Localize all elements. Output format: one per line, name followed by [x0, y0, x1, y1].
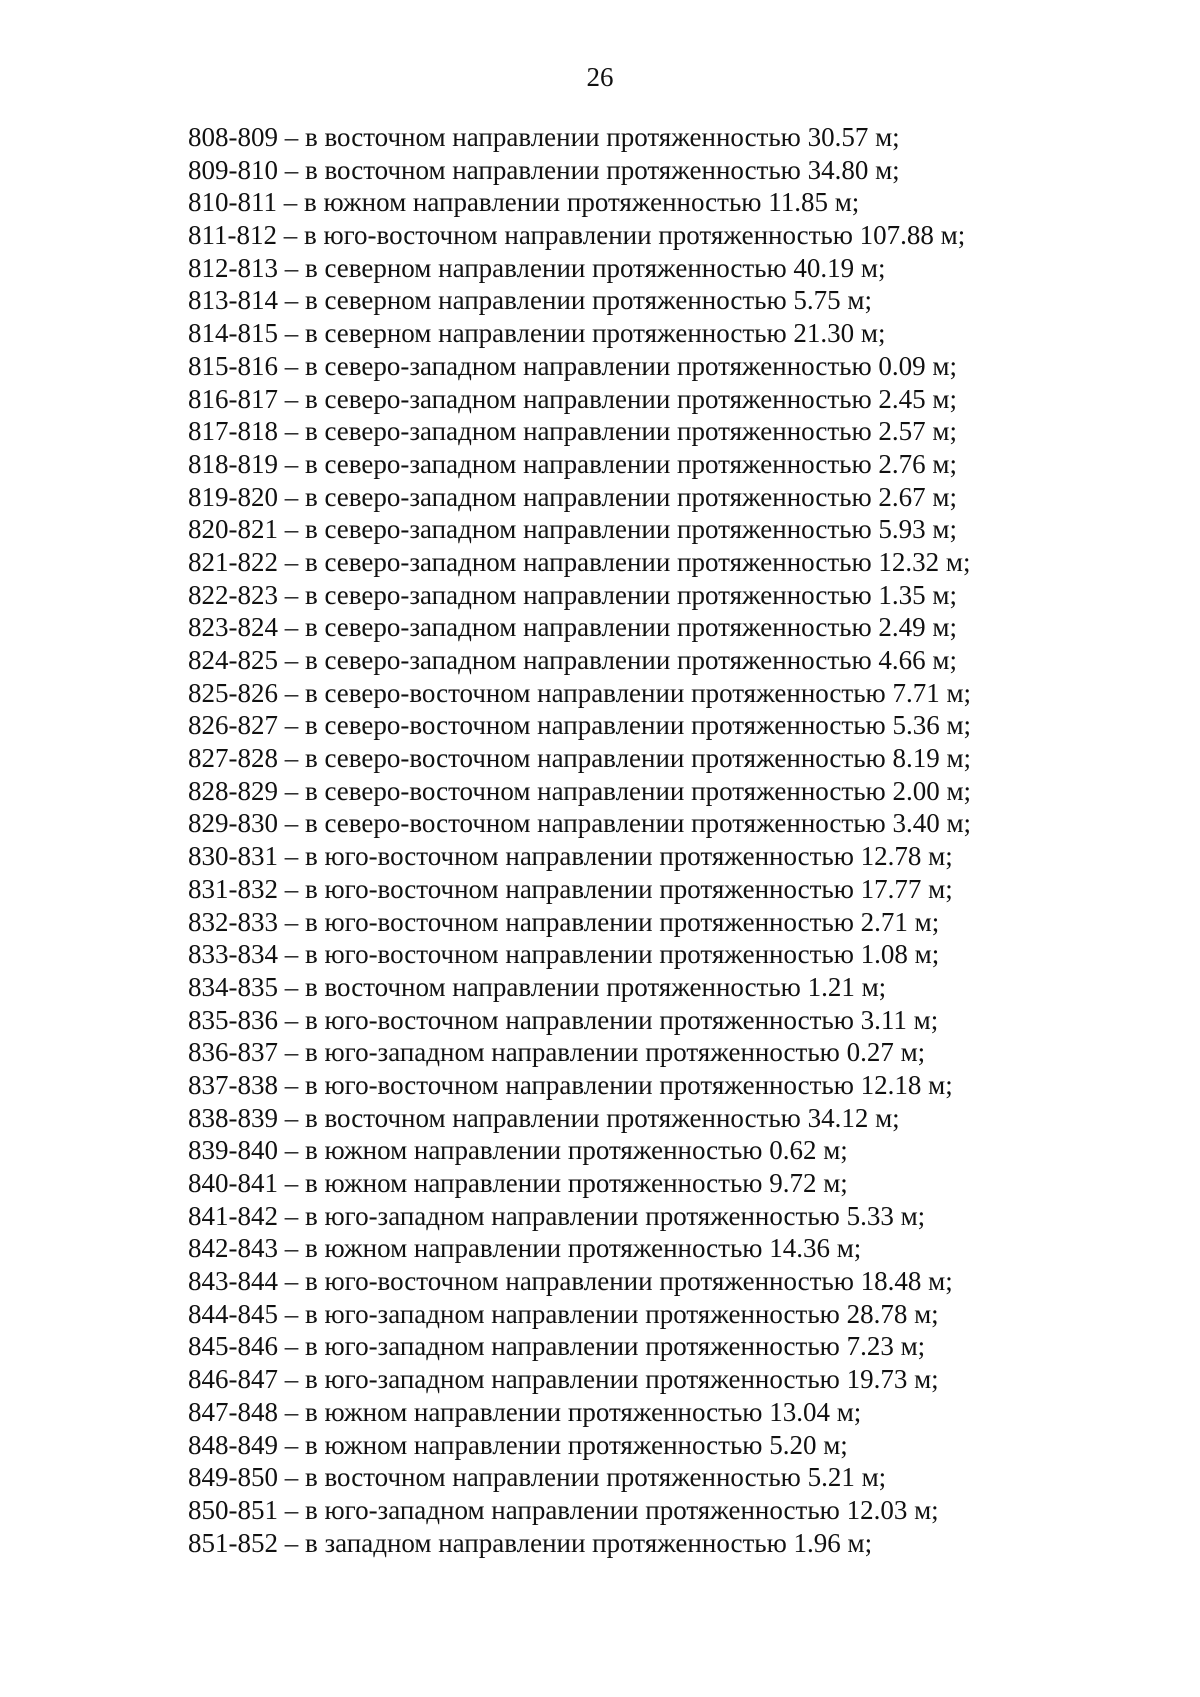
boundary-segment-line: 837-838 – в юго-восточном направлении протяженностью 12.18 м; — [188, 1069, 953, 1100]
page-number: 26 — [586, 62, 614, 92]
boundary-segment-line: 845-846 – в юго-западном направлении протяженностью 7.23 м; — [188, 1331, 926, 1362]
boundary-segment-line: 832-833 – в юго-восточном направлении протяженностью 2.71 м; — [188, 906, 940, 937]
boundary-segment-line: 823-824 – в северо-западном направлении протяженностью 2.49 м; — [188, 612, 957, 643]
boundary-segment-line: 850-851 – в юго-западном направлении протяженностью 12.03 м; — [188, 1494, 939, 1525]
boundary-segment-line: 844-845 – в юго-западном направлении протяженностью 28.78 м; — [188, 1298, 939, 1329]
boundary-segment-line: 833-834 – в юго-восточном направлении протяженностью 1.08 м; — [188, 939, 940, 970]
boundary-segment-line: 817-818 – в северо-западном направлении протяженностью 2.57 м; — [188, 416, 957, 447]
boundary-segment-line: 810-811 – в южном направлении протяженностью 11.85 м; — [188, 187, 860, 218]
boundary-segment-line: 813-814 – в северном направлении протяженностью 5.75 м; — [188, 285, 873, 316]
boundary-segment-line: 815-816 – в северо-западном направлении протяженностью 0.09 м; — [188, 350, 957, 381]
boundary-segment-line: 842-843 – в южном направлении протяженностью 14.36 м; — [188, 1233, 862, 1264]
boundary-segment-line: 825-826 – в северо-восточном направлении протяженностью 7.71 м; — [188, 677, 972, 708]
boundary-segment-line: 839-840 – в южном направлении протяженностью 0.62 м; — [188, 1135, 848, 1166]
boundary-segment-line: 848-849 – в южном направлении протяженностью 5.20 м; — [188, 1429, 848, 1460]
boundary-segment-line: 851-852 – в западном направлении протяженностью 1.96 м; — [188, 1527, 873, 1558]
boundary-segment-line: 840-841 – в южном направлении протяженностью 9.72 м; — [188, 1168, 848, 1198]
boundary-segment-line: 835-836 – в юго-восточном направлении протяженностью 3.11 м; — [188, 1004, 939, 1035]
boundary-segment-line: 819-820 – в северо-западном направлении протяженностью 2.67 м; — [188, 481, 957, 512]
boundary-segment-line: 814-815 – в северном направлении протяженностью 21.30 м; — [188, 318, 886, 349]
boundary-segment-line: 841-842 – в юго-западном направлении протяженностью 5.33 м; — [188, 1200, 926, 1231]
boundary-segment-list — [188, 121, 1148, 1559]
boundary-segment-line: 836-837 – в юго-западном направлении протяженностью 0.27 м; — [188, 1037, 926, 1068]
boundary-segment-line: 822-823 – в северо-западном направлении протяженностью 1.35 м; — [188, 579, 957, 610]
boundary-segment-line: 827-828 – в северо-восточном направлении протяженностью 8.19 м; — [188, 743, 972, 774]
boundary-segment-line: 828-829 – в северо-восточном направлении протяженностью 2.00 м; — [188, 775, 972, 806]
boundary-segment-line: 824-825 – в северо-западном направлении протяженностью 4.66 м; — [188, 645, 957, 675]
boundary-segment-line: 830-831 – в юго-восточном направлении протяженностью 12.78 м; — [188, 841, 953, 872]
boundary-segment-line: 847-848 – в южном направлении протяженностью 13.04 м; — [188, 1396, 862, 1427]
boundary-segment-line: 846-847 – в юго-западном направлении протяженностью 19.73 м; — [188, 1364, 939, 1395]
boundary-segment-line: 809-810 – в восточном направлении протяженностью 34.80 м; — [188, 154, 900, 185]
boundary-segment-line: 826-827 – в северо-восточном направлении протяженностью 5.36 м; — [188, 710, 972, 741]
boundary-segment-line: 811-812 – в юго-восточном направлении протяженностью 107.88 м; — [188, 220, 966, 251]
boundary-segment-line: 849-850 – в восточном направлении протяженностью 5.21 м; — [188, 1462, 887, 1493]
boundary-segment-line: 843-844 – в юго-восточном направлении протяженностью 18.48 м; — [188, 1266, 953, 1297]
boundary-segment-line: 818-819 – в северо-западном направлении протяженностью 2.76 м; — [188, 448, 957, 479]
boundary-segment-line: 834-835 – в восточном направлении протяженностью 1.21 м; — [188, 971, 887, 1002]
boundary-segment-line: 820-821 – в северо-западном направлении протяженностью 5.93 м; — [188, 514, 957, 545]
boundary-segment-line: 829-830 – в северо-восточном направлении протяженностью 3.40 м; — [188, 808, 972, 839]
boundary-segment-line: 816-817 – в северо-западном направлении протяженностью 2.45 м; — [188, 383, 957, 414]
boundary-segment-line: 808-809 – в восточном направлении протяженностью 30.57 м; — [188, 122, 900, 152]
boundary-segment-line: 812-813 – в северном направлении протяженностью 40.19 м; — [188, 252, 886, 283]
boundary-segment-line: 821-822 – в северо-западном направлении протяженностью 12.32 м; — [188, 546, 971, 577]
boundary-segment-line: 831-832 – в юго-восточном направлении протяженностью 17.77 м; — [188, 873, 953, 904]
boundary-segment-line: 838-839 – в восточном направлении протяженностью 34.12 м; — [188, 1102, 900, 1133]
